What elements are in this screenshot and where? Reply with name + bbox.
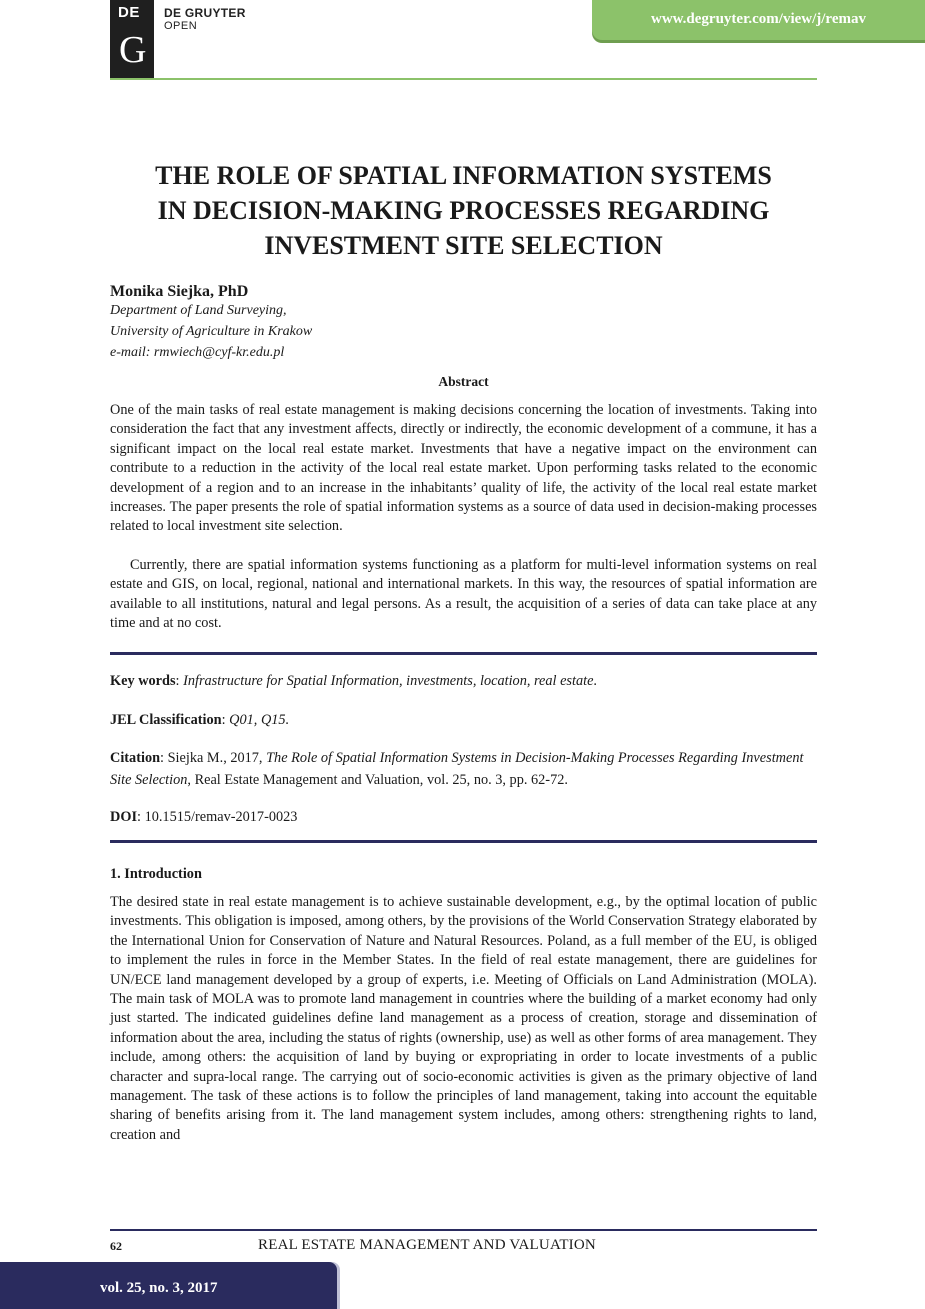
abstract-heading: Abstract: [438, 374, 489, 389]
doi: DOI: 10.1515/remav-2017-0023: [110, 809, 298, 825]
abstract-paragraph-2: Currently, there are spatial information systems functioning as a platform for multi-level information systems on real estate and GIS, on local, regional, national and international markets. In this way, the resources of spatial information are available to all institutions, natural and legal persons. As a result, the acquisition of a series of data can take place at any time and at no cost.: [110, 557, 817, 632]
abstract-paragraph-1: One of the main tasks of real estate management is making decisions concerning the location of investments. Taking into consideration the fact that any investment affects, directly or indirectly, the economic development of a commune, it has a significant impact on the local real estate market. Investments that have a negative impact on the environment can contribute to a reduction in the activity of the local real estate market. Upon performing tasks related to the economic development of a region and to an increase in the inhabitants’ quality of life, the activity of the local real estate market increases. The paper presents the role of spatial information systems as a source of data used in decision-making processes related to local investment site selection.: [110, 402, 817, 535]
logo-glyph: G: [119, 29, 147, 71]
jel-value: Q01, Q15.: [229, 712, 290, 728]
author-department: Department of Land Surveying,: [110, 303, 287, 318]
keywords-value: Infrastructure for Spatial Information, investments, location, real estate: [183, 673, 594, 689]
author-university: University of Agriculture in Krakow: [110, 324, 313, 339]
citation-label: Citation: [110, 750, 161, 766]
jel-classification: JEL Classification: Q01, Q15.: [110, 712, 290, 728]
title-line: IN DECISION-MAKING PROCESSES REGARDING: [157, 196, 770, 225]
citation: Citation: Siejka M., 2017, The Role of Spatial Information Systems in Decision-Making Processes Regarding Investment Site Selection, Real Estate Management and Valuation, vol. 25, no. 3, pp. 62-72.: [110, 750, 804, 788]
logo-letters: DE: [118, 4, 140, 21]
section-heading: 1. Introduction: [110, 866, 202, 882]
abstract-divider: [110, 652, 817, 655]
keywords-label: Key words: [110, 673, 176, 689]
paper-title: [110, 158, 817, 263]
doi-value[interactable]: 10.1515/remav-2017-0023: [144, 809, 298, 825]
citation-title: The Role of Spatial Information Systems in Decision-Making Processes Regarding Investment Site Selection: [110, 750, 804, 788]
publisher-sub: OPEN: [164, 20, 198, 32]
publisher-name: DE GRUYTER: [164, 6, 246, 20]
author-email[interactable]: e-mail: rmwiech@cyf-kr.edu.pl: [110, 345, 285, 360]
page-number: 62: [110, 1239, 122, 1253]
header-divider: [110, 78, 817, 80]
journal-name: REAL ESTATE MANAGEMENT AND VALUATION: [258, 1237, 596, 1253]
meta-divider: [110, 840, 817, 843]
citation-suffix: , Real Estate Management and Valuation, vol. 25, no. 3, pp. 62-72.: [187, 772, 568, 788]
title-line: THE ROLE OF SPATIAL INFORMATION SYSTEMS: [155, 161, 772, 190]
doi-label: DOI: [110, 809, 138, 825]
volume-label: vol. 25, no. 3, 2017: [100, 1280, 218, 1296]
keywords-end: .: [593, 673, 597, 689]
keywords: Key words: Infrastructure for Spatial Information, investments, location, real estate.: [110, 673, 597, 689]
logo-mark: [110, 0, 154, 80]
intro-paragraph: The desired state in real estate management is to achieve sustainable development, e.g., by the optimal location of public investments. This obligation is imposed, among others, by the provisions of the World Conservation Strategy elaborated by the International Union for Conservation of Nature and Natural Resources. Poland, as a full member of the EU, is obliged to implement the rules in force in the Member States. In the field of real estate management, there are guidelines for UN/ECE land management developed by a group of experts, i.e. Meeting of Officials on Land Administration (MOLA). The main task of MOLA was to promote land management in countries where the building of a market economy had only just started. The indicated guidelines define land management as a process of creation, storage and dissemination of information about the area, including the status of rights (ownership, use) as well as other forms of area management. They include, among others: the acquisition of land by buying or expropriating in order to locate investments of a public character and supra-local range. The carrying out of socio-economic activities is given as the primary objective of land management. The task of these actions is to follow the principles of land management, taking into account the equitable sharing of benefits arising from it. The land management system includes, among others: strengthening rights to land, creation and: [110, 894, 817, 1143]
journal-url-link[interactable]: www.degruyter.com/view/j/remav: [592, 0, 925, 40]
citation-prefix: Siejka M., 2017,: [167, 750, 263, 766]
jel-label: JEL Classification: [110, 712, 222, 728]
author-name: Monika Siejka, PhD: [110, 283, 249, 300]
footer-divider: [110, 1229, 817, 1231]
title-line: INVESTMENT SITE SELECTION: [264, 231, 663, 260]
volume-tab: [0, 1262, 337, 1309]
publisher-logo: [110, 0, 256, 80]
